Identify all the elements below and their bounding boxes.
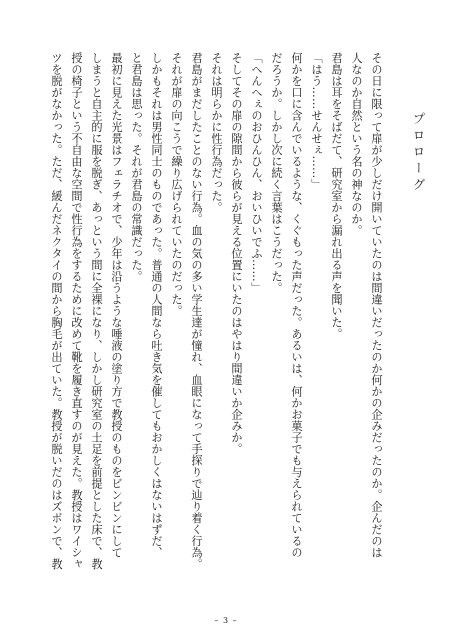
paragraph-line: 授の椅子という不自由な空間で性行為をするために改めて靴を履き直すのが見えた。教授はワイシャ [70, 52, 83, 570]
paragraph-line: 人なのか自然という名の神なのか。 [350, 52, 363, 236]
paragraph-line: それは明らかに性行為だった。 [210, 52, 223, 213]
paragraph-line: しまうと自主的に服を脱ぎ、あっという間に全裸になり、しかし研究室の土足を前提とした床で、教 [90, 52, 103, 570]
paragraph-line: 君島は耳をそばだて、研究室から漏れ出る声を聞いた。 [330, 52, 343, 340]
paragraph-line: それが扉の向こうで繰り広げられていたのだった。 [170, 52, 183, 317]
paragraph-line: しかもそれは男性同士のものであった。普通の人間なら吐き気を催してもおかしくはないはずだ、 [150, 52, 163, 558]
paragraph-line: だろうか。しかし次に続く言葉はこうだった。 [270, 52, 283, 294]
chapter-heading: プロローグ [411, 112, 426, 195]
paragraph-line: と君島は思った。それが君島の常識だった。 [130, 52, 143, 282]
vertical-text-block [46, 52, 428, 612]
paragraph-line: その日に限って扉が少しだけ開いていたのは間違いだったのか何かの企みだったのか。企んだのは [370, 52, 383, 558]
page-number: – 3 – [214, 616, 238, 625]
paragraph-line: 最初に見えた光景はフェラチオで、少年は沿うような唾液の塗り方で教授のものをビンビンにして [110, 52, 123, 558]
paragraph-line: 君島がまだしたことのない行為。血の気の多い学生達が憧れ、血眼になって手探りで辿り着く行為。 [190, 52, 203, 570]
paragraph-line: 「へんへぇのおひんひん、おいひいでふ……」 [250, 52, 263, 294]
paragraph-line: ツを脱がなかった。ただ、緩んだネクタイの間から胸毛が出ていた。教授が脱いだのはズボンで、教 [50, 52, 63, 570]
paragraph-line: そしてその扉の隙間から彼らが見える位置にいたのはやはり間違いか企みか。 [230, 52, 243, 455]
paragraph-line: 何かを口に含んでいるような、くぐもった声だった。あるいは、何かお菓子でも与えられているの [290, 52, 303, 558]
paragraph-line: 「はう……せんせぇ……」 [310, 52, 323, 190]
